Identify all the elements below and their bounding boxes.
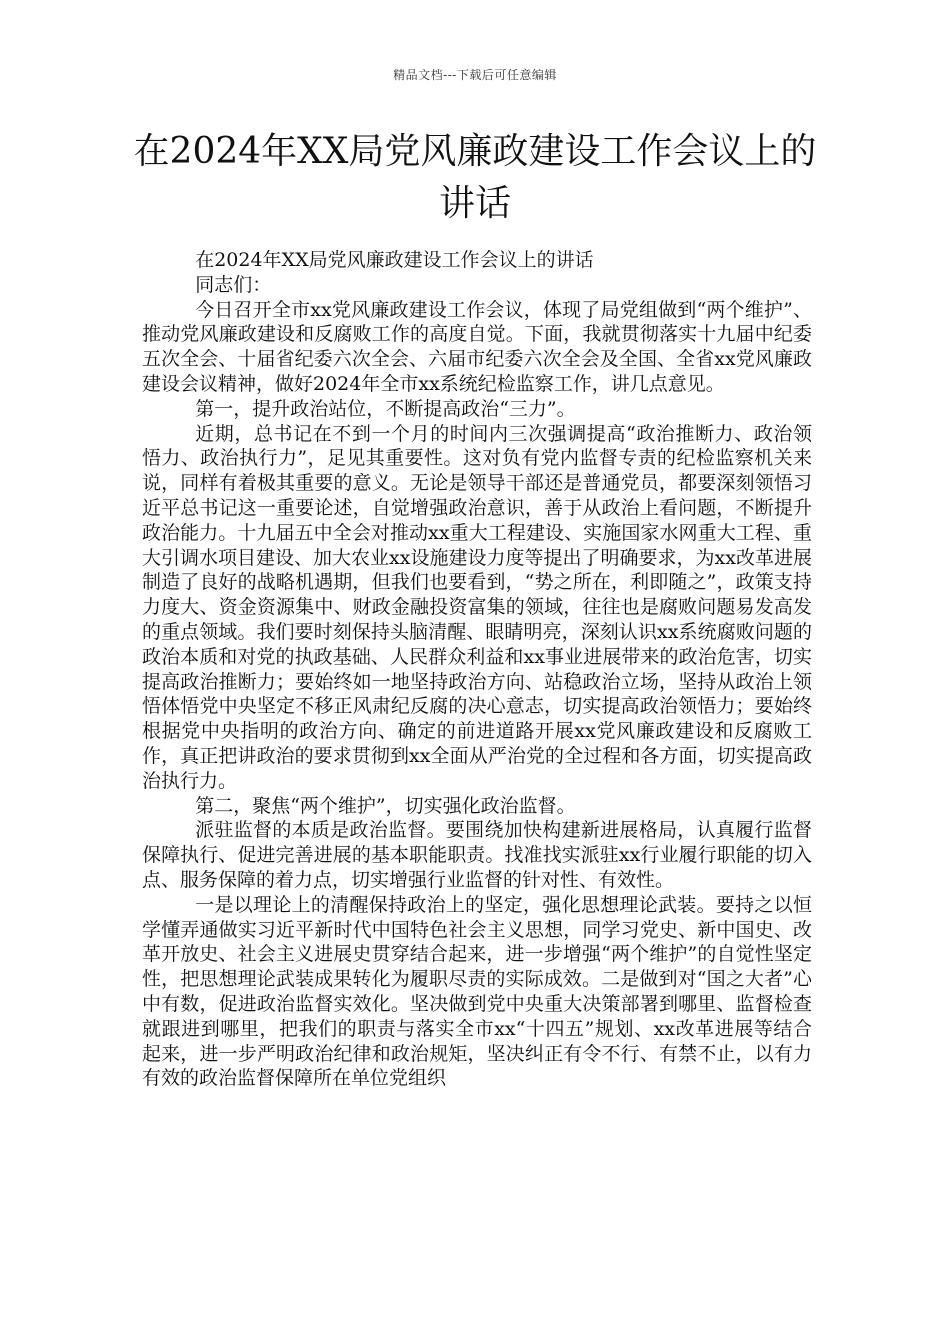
document-title: 在2024年XX局党风廉政建设工作会议上的讲话 [133,131,817,224]
paragraph-subtitle: 在2024年XX局党风廉政建设工作会议上的讲话 [195,249,594,271]
paragraph-salutation: 同志们： [195,273,272,296]
paragraph: 派驻监督的本质是政治监督。要围绕加快构建新进展格局，认真履行监督保障执行、促进完善进展的基本职能职责。找准找实派驻xx行业履行职能的切入点、服务保障的着力点，切实增强行业监督的针对性、有效性。 [142,819,812,891]
document-body [142,248,812,1091]
paragraph: 近期，总书记在不到一个月的时间内三次强调提高“政治推断力、政治领悟力、政治执行力”，足见其重要性。这对负有党内监督专责的纪检监察机关来说，同样有着极其重要的意义。无论是领导干部还是普通党员，都要深刻领悟习近平总书记这一重要论述，自觉增强政治意识，善于从政治上看问题，不断提升政治能力。十九届五中全会对推动xx重大工程建设、实施国家水网重大工程、重大引调水项目建设、加大农业xx设施建设力度等提出了明确要求，为xx改革进展制造了良好的战略机遇期，但我们也要看到，“势之所在，利即随之”，政策支持力度大、资金资源集中、财政金融投资富集的领域，往往也是腐败问题易发高发的重点领域。我们要时刻保持头脑清醒、眼睛明亮，深刻认识xx系统腐败问题的政治本质和对党的执政基础、人民群众利益和xx事业进展带来的政治危害，切实提高政治推断力；要始终如一地坚持政治方向、站稳政治立场，坚持从政治上领悟体悟党中央坚定不移正风肃纪反腐的决心意志，切实提高政治领悟力；要始终根据党中央指明的政治方向、确定的前进道路开展xx党风廉政建设和反腐败工作，真正把讲政治的要求贯彻到xx全面从严治党的全过程和各方面，切实提高政治执行力。 [142,422,812,792]
header-note: 精品文档---下载后可任意编辑 [393,68,557,82]
paragraph: 一是以理论上的清醒保持政治上的坚定，强化思想理论武装。要持之以恒学懂弄通做实习近平新时代中国特色社会主义思想，同学习党史、新中国史、改革开放史、社会主义进展史贯穿结合起来，进一步增强“两个维护”的自觉性坚定性，把思想理论武装成果转化为履职尽责的实际成效。二是做到对“国之大者”心中有数，促进政治监督实效化。坚决做到党中央重大决策部署到哪里、监督检查就跟进到哪里，把我们的职责与落实全市xx“十四五”规划、xx改革进展等结合起来，进一步严明政治纪律和政治规矩，坚决纠正有令不行、有禁不止，以有力有效的政治监督保障所在单位党组织 [142,893,812,1090]
section-heading-2: 第二，聚焦“两个维护”，切实强化政治监督。 [195,794,576,817]
section-heading-1: 第一，提升政治站位，不断提高政治“三力”。 [195,397,576,420]
paragraph: 今日召开全市xx党风廉政建设工作会议，体现了局党组做到“两个维护”、推动党风廉政建设和反腐败工作的高度自觉。下面，我就贯彻落实十九届中纪委五次全会、十届省纪委六次全会、六届市纪委六次全会及全国、全省xx党风廉政建设会议精神，做好2024年全市xx系统纪检监察工作，讲几点意见。 [142,298,812,395]
